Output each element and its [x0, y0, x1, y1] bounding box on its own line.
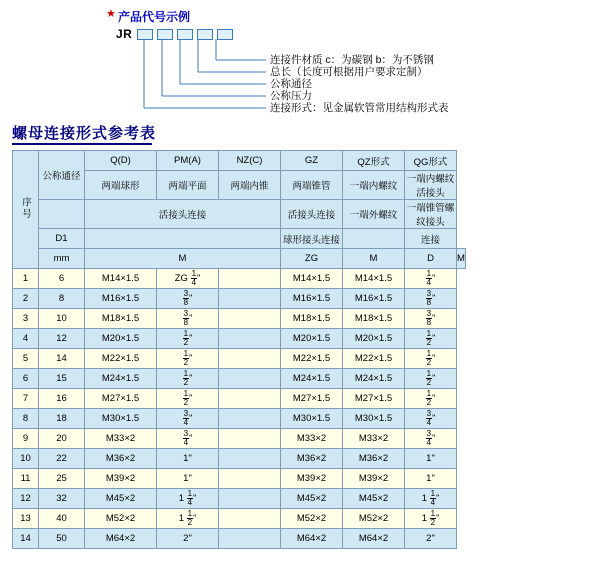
cell-thread-m: M30×1.5: [85, 409, 157, 429]
cell-qz-d: M45×2: [281, 489, 343, 509]
header-blank-1: [39, 200, 85, 229]
cell-qg-zg: $\frac{1}{4}$ ": [405, 269, 457, 289]
cell-qz-m: [219, 409, 281, 429]
cell-qg-zg: $\frac{1}{2}$ ": [405, 389, 457, 409]
cell-gz-zg: $\frac{3}{8}$ ": [157, 289, 219, 309]
cell-qg-zg: 2": [405, 529, 457, 549]
header-qz-external-thread: 一端外螺纹: [343, 200, 405, 229]
cell-gz-zg: $\frac{1}{2}$ ": [157, 369, 219, 389]
table-row: [13, 269, 466, 289]
cell-gz-zg: 1": [157, 469, 219, 489]
cell-qz-m: [219, 509, 281, 529]
cell-gz-zg: 1": [157, 449, 219, 469]
table-header-row-4: [13, 229, 466, 249]
cell-gz-zg: 1 $\frac{1}{2}$ ": [157, 509, 219, 529]
header-union-connection: 活接头连接: [85, 200, 281, 229]
header-unit-m2: M: [343, 249, 405, 269]
cell-index: 3: [13, 309, 39, 329]
cell-thread-m: M24×1.5: [85, 369, 157, 389]
cell-qg-zg: $\frac{1}{2}$ ": [405, 329, 457, 349]
star-icon: ★: [106, 8, 116, 20]
cell-nominal-diameter: 20: [39, 429, 85, 449]
cell-qg-m: M18×1.5: [343, 309, 405, 329]
cell-gz-zg: 2": [157, 529, 219, 549]
cell-qg-m: M30×1.5: [343, 409, 405, 429]
product-code-prefix: JR: [116, 27, 133, 41]
cell-qg-zg: 1": [405, 469, 457, 489]
table-body: [13, 269, 466, 549]
cell-nominal-diameter: 16: [39, 389, 85, 409]
table-header-row-5: [13, 249, 466, 269]
cell-qz-m: [219, 289, 281, 309]
header-sub-nzc: 两端内锥: [219, 171, 281, 200]
cell-gz-zg: $\frac{1}{2}$ ": [157, 389, 219, 409]
cell-qz-d: M22×1.5: [281, 349, 343, 369]
cell-thread-m: M36×2: [85, 449, 157, 469]
legend-nominal-diameter: 公称通径: [270, 78, 312, 90]
header-index-label: 序号: [20, 196, 31, 220]
cell-index: 10: [13, 449, 39, 469]
cell-qg-zg: $\frac{1}{2}$ ": [405, 349, 457, 369]
cell-nominal-diameter: 40: [39, 509, 85, 529]
cell-qz-m: [219, 349, 281, 369]
cell-qz-m: [219, 469, 281, 489]
cell-qg-m: M14×1.5: [343, 269, 405, 289]
cell-index: 14: [13, 529, 39, 549]
header-blank-2: [85, 229, 281, 249]
header-index: [13, 151, 39, 269]
cell-qz-m: [219, 449, 281, 469]
header-type-qd: Q(D): [85, 151, 157, 171]
cell-qg-zg: 1 $\frac{1}{4}$ ": [405, 489, 457, 509]
cell-index: 11: [13, 469, 39, 489]
table-row: [13, 529, 466, 549]
table-header-row-1: [13, 151, 466, 171]
cell-qz-d: M20×1.5: [281, 329, 343, 349]
cell-nominal-diameter: 18: [39, 409, 85, 429]
cell-qg-zg: $\frac{3}{4}$ ": [405, 409, 457, 429]
cell-index: 8: [13, 409, 39, 429]
cell-qz-m: [219, 529, 281, 549]
cell-qz-m: [219, 369, 281, 389]
cell-qz-d: M24×1.5: [281, 369, 343, 389]
cell-index: 5: [13, 349, 39, 369]
cell-thread-m: M22×1.5: [85, 349, 157, 369]
cell-thread-m: M39×2: [85, 469, 157, 489]
cell-qg-m: M22×1.5: [343, 349, 405, 369]
nut-connection-reference-table: [12, 150, 466, 549]
table-row: [13, 469, 466, 489]
cell-thread-m: M18×1.5: [85, 309, 157, 329]
cell-thread-m: M14×1.5: [85, 269, 157, 289]
cell-nominal-diameter: 8: [39, 289, 85, 309]
cell-qg-zg: 1": [405, 449, 457, 469]
cell-nominal-diameter: 12: [39, 329, 85, 349]
cell-nominal-diameter: 25: [39, 469, 85, 489]
header-unit-d: D: [405, 249, 457, 269]
reference-table: [12, 150, 466, 549]
header-type-gz: GZ: [281, 151, 343, 171]
cell-qz-m: [219, 489, 281, 509]
cell-qz-d: M30×1.5: [281, 409, 343, 429]
cell-qz-d: M52×2: [281, 509, 343, 529]
header-unit-m3: M: [457, 249, 466, 269]
diagram-title: 产品代号示例: [118, 10, 191, 24]
legend-connection-type: 连接形式：见金属软管常用结构形式表: [270, 102, 449, 114]
table-row: [13, 429, 466, 449]
cell-qg-zg: $\frac{3}{4}$ ": [405, 429, 457, 449]
cell-qz-m: [219, 429, 281, 449]
section-title: 螺母连接形式参考表: [12, 125, 157, 142]
product-code-diagram: [0, 0, 600, 116]
header-nominal-diameter: 公称通径: [39, 151, 85, 200]
header-type-qz: QZ形式: [343, 151, 405, 171]
cell-qz-d: M39×2: [281, 469, 343, 489]
header-unit-m: M: [85, 249, 281, 269]
cell-qz-d: M27×1.5: [281, 389, 343, 409]
table-row: [13, 369, 466, 389]
legend-length: 总长（长度可根据用户要求定制）: [270, 66, 428, 78]
header-blank-3: [343, 229, 405, 249]
cell-index: 1: [13, 269, 39, 289]
cell-qg-m: M64×2: [343, 529, 405, 549]
cell-gz-zg: 1 $\frac{1}{4}$ ": [157, 489, 219, 509]
table-row: [13, 409, 466, 429]
cell-qz-d: M64×2: [281, 529, 343, 549]
cell-qg-zg: $\frac{3}{8}$ ": [405, 289, 457, 309]
cell-index: 9: [13, 429, 39, 449]
cell-nominal-diameter: 50: [39, 529, 85, 549]
cell-qg-m: M36×2: [343, 449, 405, 469]
cell-gz-zg: $\frac{3}{8}$ ": [157, 309, 219, 329]
cell-gz-zg: $\frac{1}{2}$ ": [157, 329, 219, 349]
cell-qg-zg: 1 $\frac{1}{2}$ ": [405, 509, 457, 529]
table-row: [13, 509, 466, 529]
cell-gz-zg: ZG $\frac{1}{4}$ ": [157, 269, 219, 289]
table-row: [13, 489, 466, 509]
cell-qz-d: M18×1.5: [281, 309, 343, 329]
legend-nominal-pressure: 公称压力: [270, 90, 312, 102]
cell-qg-zg: $\frac{3}{8}$ ": [405, 309, 457, 329]
table-row: [13, 389, 466, 409]
header-qg-taper-thread: 一端锥管螺纹接头: [405, 200, 457, 229]
section-underline: [12, 143, 152, 145]
cell-index: 4: [13, 329, 39, 349]
cell-index: 7: [13, 389, 39, 409]
header-d1: D1: [39, 229, 85, 249]
header-type-pma: PM(A): [157, 151, 219, 171]
cell-gz-zg: $\frac{3}{4}$ ": [157, 429, 219, 449]
header-sub-qg: 一端内螺纹活接头: [405, 171, 457, 200]
cell-qg-m: M39×2: [343, 469, 405, 489]
table-row: [13, 349, 466, 369]
cell-nominal-diameter: 22: [39, 449, 85, 469]
cell-thread-m: M64×2: [85, 529, 157, 549]
cell-nominal-diameter: 14: [39, 349, 85, 369]
cell-thread-m: M16×1.5: [85, 289, 157, 309]
table-row: [13, 289, 466, 309]
cell-qg-zg: $\frac{1}{2}$ ": [405, 369, 457, 389]
header-gz-ball-joint: 球形接头连接: [281, 229, 343, 249]
header-sub-qz: 一端内螺纹: [343, 171, 405, 200]
legend-material: 连接件材质 c：为碳钢 b：为不锈钢: [270, 54, 434, 66]
cell-qz-m: [219, 329, 281, 349]
cell-index: 2: [13, 289, 39, 309]
cell-index: 13: [13, 509, 39, 529]
cell-thread-m: M45×2: [85, 489, 157, 509]
table-row: [13, 309, 466, 329]
header-qg-connection: 连接: [405, 229, 457, 249]
cell-qg-m: M27×1.5: [343, 389, 405, 409]
cell-qg-m: M52×2: [343, 509, 405, 529]
cell-thread-m: M52×2: [85, 509, 157, 529]
cell-qz-m: [219, 309, 281, 329]
header-gz-union-connection: 活接头连接: [281, 200, 343, 229]
cell-thread-m: M33×2: [85, 429, 157, 449]
table-row: [13, 329, 466, 349]
cell-gz-zg: $\frac{1}{2}$ ": [157, 349, 219, 369]
header-sub-qd: 两端球形: [85, 171, 157, 200]
header-type-qg: QG形式: [405, 151, 457, 171]
header-sub-gz: 两端锥管: [281, 171, 343, 200]
cell-qz-m: [219, 389, 281, 409]
cell-nominal-diameter: 32: [39, 489, 85, 509]
cell-qz-d: M14×1.5: [281, 269, 343, 289]
cell-qz-d: M36×2: [281, 449, 343, 469]
cell-qz-d: M16×1.5: [281, 289, 343, 309]
table-row: [13, 449, 466, 469]
cell-index: 12: [13, 489, 39, 509]
header-type-nzc: NZ(C): [219, 151, 281, 171]
cell-qg-m: M45×2: [343, 489, 405, 509]
header-unit-mm: mm: [39, 249, 85, 269]
cell-nominal-diameter: 10: [39, 309, 85, 329]
cell-nominal-diameter: 15: [39, 369, 85, 389]
header-unit-zg: ZG: [281, 249, 343, 269]
cell-thread-m: M27×1.5: [85, 389, 157, 409]
table-header-row-3: [13, 200, 466, 229]
cell-qg-m: M33×2: [343, 429, 405, 449]
cell-qz-m: [219, 269, 281, 289]
cell-gz-zg: $\frac{3}{4}$ ": [157, 409, 219, 429]
cell-thread-m: M20×1.5: [85, 329, 157, 349]
cell-qg-m: M16×1.5: [343, 289, 405, 309]
cell-index: 6: [13, 369, 39, 389]
cell-nominal-diameter: 6: [39, 269, 85, 289]
cell-qz-d: M33×2: [281, 429, 343, 449]
cell-qg-m: M24×1.5: [343, 369, 405, 389]
header-sub-pma: 两端平面: [157, 171, 219, 200]
cell-qg-m: M20×1.5: [343, 329, 405, 349]
